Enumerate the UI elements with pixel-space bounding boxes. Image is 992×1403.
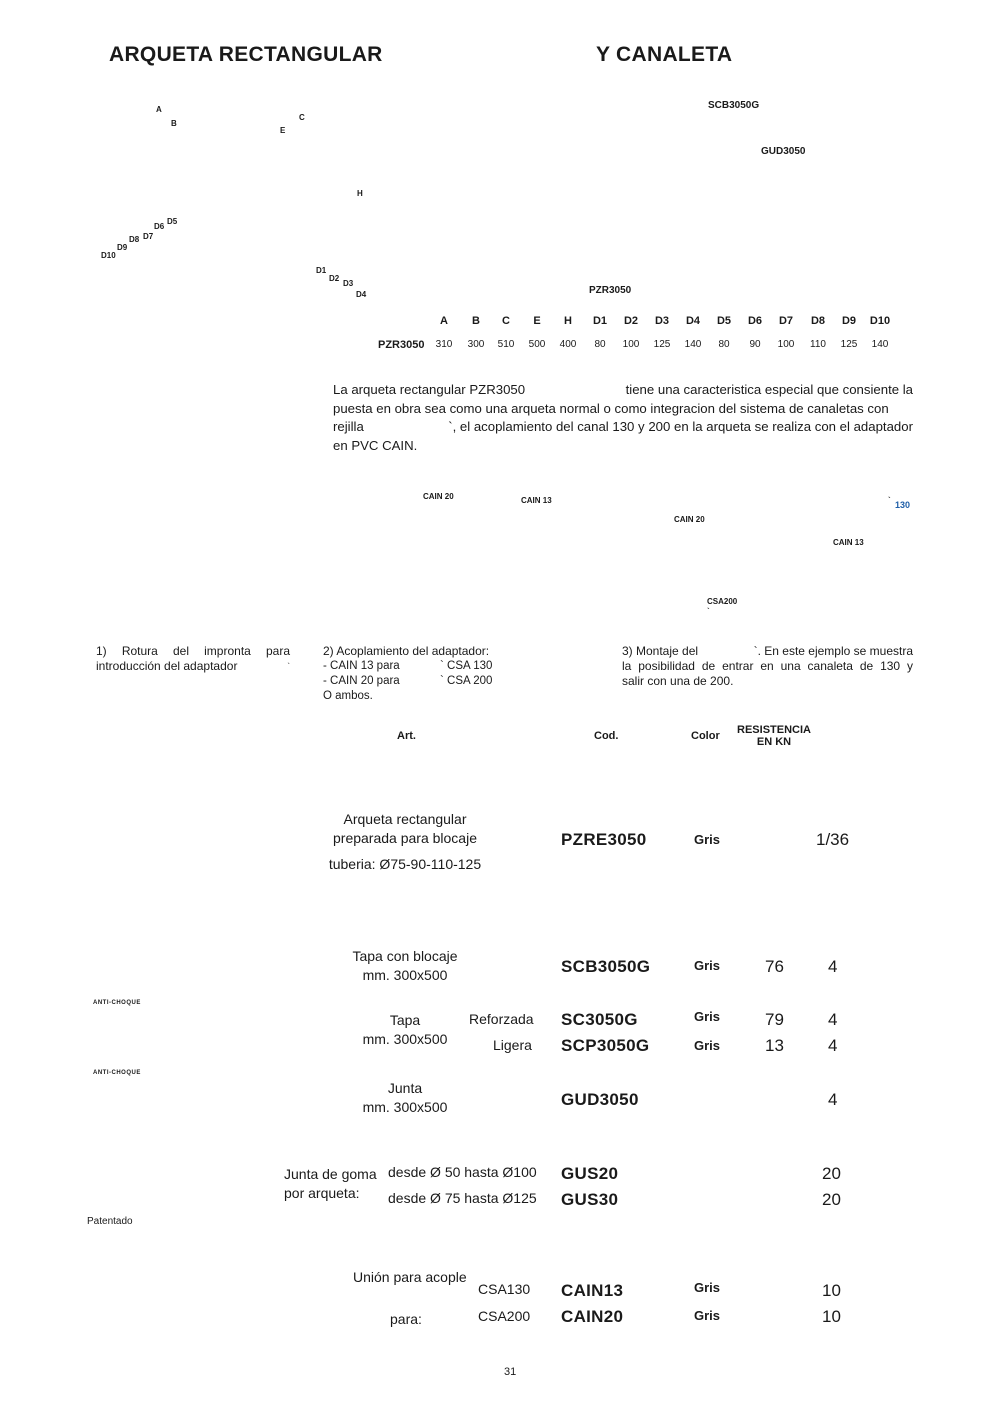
row3-weight-b: 13 (765, 1036, 784, 1055)
table-header-resist-line1: RESISTENCIA (737, 724, 811, 736)
patent-label: Patentado (87, 1216, 133, 1227)
caption-step-2 (323, 644, 523, 704)
dimension-header-cell: D9 (841, 315, 857, 327)
photo-label-130: 130 (895, 500, 911, 510)
anti-choque-label-1: ANTI-CHOQUE (93, 1000, 141, 1006)
row2-color: Gris (694, 958, 721, 973)
dimension-header-cell: D1 (592, 315, 608, 327)
row2-weight: 76 (765, 957, 784, 976)
caption-3-line1-b: `. En este ejemplo se muestra (753, 644, 913, 658)
photo-label-cain20-a: CAIN 20 (423, 492, 454, 501)
drawing-label-a: A (156, 105, 162, 114)
drawing-label-d1: D1 (316, 266, 327, 275)
photo-label-cain13-a: CAIN 13 (521, 496, 552, 505)
row1-qty: 1/36 (816, 830, 850, 849)
row3-variant-b: Ligera (493, 1037, 532, 1053)
row5-code-a: GUS20 (561, 1164, 619, 1183)
row4-desc2: mm. 300x500 (362, 1099, 448, 1115)
dimension-value-cell: 80 (594, 339, 606, 350)
drawing-label-e: E (280, 126, 286, 135)
row6-desc1: Unión para acople (353, 1269, 467, 1285)
dimension-value-cell: 510 (497, 339, 515, 350)
row3-color-a: Gris (694, 1009, 721, 1024)
drawing-label-d5: D5 (167, 217, 178, 226)
row1-color: Gris (694, 832, 721, 847)
caption-2-line3-b: ` CSA 200 (440, 675, 493, 687)
row2-qty: 4 (828, 957, 838, 976)
description-line2: puesta en obra sea como una arqueta normal o como integracion del sistema de canaletas con (333, 400, 889, 416)
caption-3-line1-a: 3) Montaje del (622, 644, 699, 658)
row3-weight-a: 79 (765, 1010, 784, 1029)
dimension-value-cell: 310 (435, 339, 453, 350)
table-header-resist-line2: EN KN (756, 736, 792, 748)
dimension-header-cell: D5 (716, 315, 732, 327)
row6-color-b: Gris (694, 1308, 721, 1323)
dimension-value-cell: 500 (528, 339, 546, 350)
dimension-header-cell: C (502, 315, 510, 327)
dimension-header-cell: D3 (654, 315, 670, 327)
description-line3-a: rejilla (333, 419, 364, 434)
caption-1-tick: ` (287, 662, 290, 671)
row1-desc2: preparada para blocaje (333, 830, 477, 846)
anti-choque-label-2: ANTI-CHOQUE (93, 1070, 141, 1076)
caption-step-1 (96, 644, 290, 674)
row-scb3050g-description (330, 947, 480, 985)
dimensions-row-label: PZR3050 (378, 339, 425, 351)
row6-qty-b: 10 (822, 1307, 841, 1326)
photo-label-cain13-b: CAIN 13 (833, 538, 864, 547)
row6-sub-b: CSA200 (478, 1308, 531, 1324)
table-header-cod: Cod. (594, 730, 619, 742)
row1-desc3: tuberia: Ø75-90-110-125 (328, 856, 482, 872)
dimension-value-cell: 100 (777, 339, 795, 350)
row5-desc1: Junta de goma (284, 1166, 377, 1182)
row5-desc2: por arqueta: (284, 1185, 360, 1201)
dimension-value-cell: 400 (559, 339, 577, 350)
row5-range-a: desde Ø 50 hasta Ø100 (388, 1164, 537, 1180)
dimension-header-cell: A (440, 315, 448, 327)
row5-range-b: desde Ø 75 hasta Ø125 (388, 1190, 537, 1206)
row6-color-a: Gris (694, 1280, 721, 1295)
dimension-header-cell: E (533, 315, 541, 327)
caption-1-line2: introducción del adaptador (96, 659, 238, 673)
row-pzre3050-description (320, 810, 490, 874)
drawing-label-gud: GUD3050 (761, 146, 806, 157)
drawing-label-b: B (171, 119, 177, 128)
drawing-label-d10: D10 (101, 251, 116, 260)
row5-qty-b: 20 (822, 1190, 841, 1209)
dimension-header-cell: B (472, 315, 480, 327)
drawing-label-pzr: PZR3050 (589, 285, 632, 296)
description-line4: en PVC CAIN. (333, 437, 418, 453)
drawing-label-d7: D7 (143, 232, 154, 241)
row3-desc1: Tapa (389, 1012, 421, 1028)
row-tapa-description (355, 1011, 455, 1049)
photo-label-tick2: ` (707, 607, 710, 616)
dimension-header-cell: D8 (810, 315, 826, 327)
dimension-header-cell: D2 (623, 315, 639, 327)
row4-qty: 4 (828, 1090, 838, 1109)
row3-qty-b: 4 (828, 1036, 838, 1055)
caption-2-line1: 2) Acoplamiento del adaptador: (323, 644, 490, 658)
dimension-header-cell: D7 (778, 315, 794, 327)
dimension-header-cell: H (564, 315, 572, 327)
page-title-left: ARQUETA RECTANGULAR (109, 43, 383, 66)
description-line3-b: `, el acoplamiento del canal 130 y 200 en la arqueta se realiza con el adaptador (448, 419, 913, 434)
row2-desc2: mm. 300x500 (362, 967, 448, 983)
photo-label-csa200: CSA200 (707, 597, 738, 606)
dimension-value-cell: 300 (467, 339, 485, 350)
caption-2-line3-a: - CAIN 20 para (323, 675, 400, 687)
caption-2-line2-b: ` CSA 130 (440, 660, 493, 672)
table-header-art: Art. (397, 730, 416, 742)
row5-qty-a: 20 (822, 1164, 841, 1183)
row3-code-b: SCP3050G (561, 1036, 650, 1055)
row3-qty-a: 4 (828, 1010, 838, 1029)
photo-label-cain20-b: CAIN 20 (674, 515, 705, 524)
caption-1-line1: 1) Rotura del impronta para (96, 644, 290, 658)
row1-desc1: Arqueta rectangular (343, 811, 467, 827)
table-header-resistencia (736, 724, 812, 748)
row1-code: PZRE3050 (561, 830, 647, 849)
table-header-color: Color (691, 730, 720, 742)
caption-3-line2: la posibilidad de entrar en una canaleta de 130 y (622, 659, 913, 673)
drawing-label-scb: SCB3050G (708, 100, 760, 111)
drawing-label-d6: D6 (154, 222, 165, 231)
row2-code: SCB3050G (561, 957, 651, 976)
row-junta-goma-description (284, 1165, 377, 1203)
dimension-value-cell: 80 (718, 339, 730, 350)
row4-code: GUD3050 (561, 1090, 639, 1109)
row6-sub-a: CSA130 (478, 1281, 531, 1297)
dimension-value-cell: 125 (840, 339, 858, 350)
row2-desc1: Tapa con blocaje (352, 948, 458, 964)
dimension-value-cell: 140 (871, 339, 889, 350)
row6-code-b: CAIN20 (561, 1307, 624, 1326)
drawing-label-d2: D2 (329, 274, 340, 283)
row4-desc1: Junta (387, 1080, 423, 1096)
caption-step-3 (622, 644, 913, 689)
drawing-label-d9: D9 (117, 243, 128, 252)
caption-3-line3: salir con una de 200. (622, 674, 734, 688)
row6-desc2: para: (390, 1311, 422, 1327)
row3-code-a: SC3050G (561, 1010, 638, 1029)
photo-label-tick: ` (888, 496, 891, 505)
drawing-label-h: H (357, 189, 363, 198)
row3-color-b: Gris (694, 1038, 721, 1053)
dimension-header-cell: D6 (747, 315, 763, 327)
caption-2-line2-a: - CAIN 13 para (323, 660, 400, 672)
dimension-header-cell: D10 (869, 315, 891, 327)
row3-desc2: mm. 300x500 (362, 1031, 448, 1047)
dimension-header-cell: D4 (685, 315, 701, 327)
dimension-value-cell: 110 (810, 339, 826, 350)
page-number: 31 (504, 1366, 517, 1378)
caption-2-line4: O ambos. (323, 690, 373, 702)
row3-variant-a: Reforzada (469, 1011, 534, 1027)
row6-code-a: CAIN13 (561, 1281, 624, 1300)
description-paragraph (333, 381, 913, 455)
dimension-value-cell: 100 (622, 339, 640, 350)
dimension-value-cell: 140 (684, 339, 702, 350)
description-line1-a: La arqueta rectangular PZR3050 (333, 382, 526, 397)
row5-code-b: GUS30 (561, 1190, 619, 1209)
drawing-label-d4: D4 (356, 290, 367, 299)
dimension-value-cell: 90 (749, 339, 761, 350)
drawing-label-d8: D8 (129, 235, 140, 244)
drawing-label-d3: D3 (343, 279, 354, 288)
dimension-value-cell: 125 (653, 339, 671, 350)
row-junta-description (355, 1079, 455, 1117)
description-line1-b: tiene una caracteristica especial que consiente la (625, 382, 913, 397)
row6-qty-a: 10 (822, 1281, 841, 1300)
page-title-right: Y CANALETA (596, 43, 733, 66)
drawing-label-c: C (299, 113, 305, 122)
